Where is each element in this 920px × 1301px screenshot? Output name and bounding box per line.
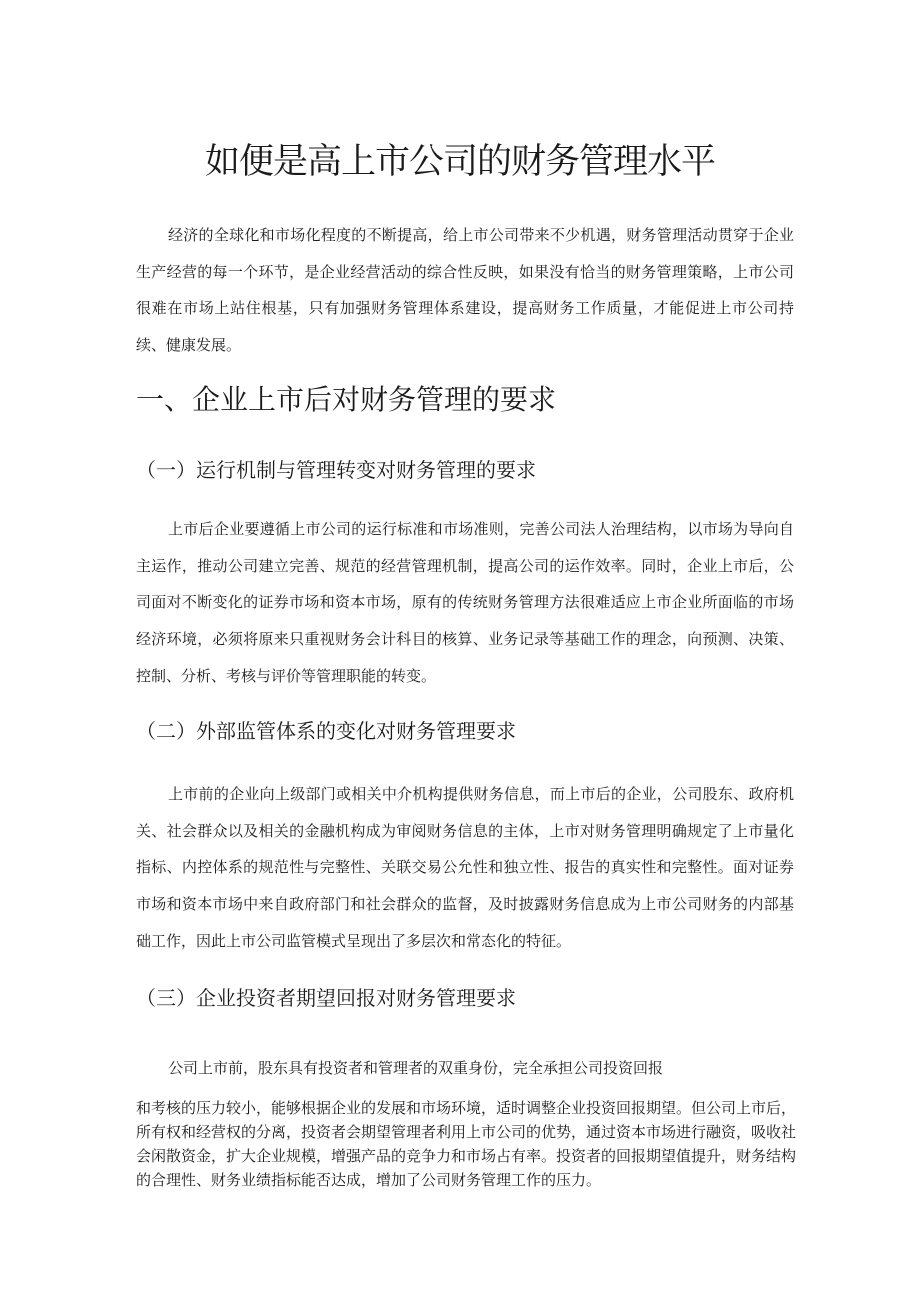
subsection-heading-3: （三）企业投资者期望回报对财务管理要求 — [136, 986, 516, 1010]
document-title: 如便是高上市公司的财务管理水平 — [204, 142, 715, 182]
subsection-heading-1: （一）运行机制与管理转变对财务管理的要求 — [136, 458, 536, 482]
subsection-3-paragraph: 和考核的压力较小，能够根据企业的发展和市场环境，适时调整企业投资回报期望。但公司上市后，所有权和经营权的分离，投资者会期望管理者利用上市公司的优势，通过资本市场进行融资，吸收社会闲散资金，扩大企业规模，增强产品的竞争力和市场占有率。投资者的回报期望值提升，财务结构的合理性、财务业绩指标能否达成，增加了公司财务管理工作的压力。 — [136, 1099, 797, 1189]
subsection-1-paragraph: 上市后企业要遵循上市公司的运行标准和市场准则，完善公司法人治理结构，以市场为导向自主运作，推动公司建立完善、规范的经营管理机制，提高公司的运作效率。同时，企业上市后，公司面对不断变化的证券市场和资本市场，原有的传统财务管理方法很难适应上市企业所面临的市场经济环境，必须将原来只重视财务会计科目的核算、业务记录等基础工作的理念，向预测、决策、控制、分析、考核与评价等管理职能的转变。 — [136, 520, 794, 685]
subsection-heading-2: （二）外部监管体系的变化对财务管理要求 — [136, 719, 516, 743]
section-heading-1: 一、企业上市后对财务管理的要求 — [136, 383, 557, 416]
intro-paragraph: 经济的全球化和市场化程度的不断提高，给上市公司带来不少机遇，财务管理活动贯穿于企业生产经营的每一个环节，是企业经营活动的综合性反映，如果没有恰当的财务管理策略，上市公司很难在市场上站住根基，只有加强财务管理体系建设，提高财务工作质量，才能促进上市公司持续、健康发展。 — [136, 226, 794, 355]
subsection-2-paragraph: 上市前的企业向上级部门或相关中介机构提供财务信息，而上市后的企业，公司股东、政府机关、社会群众以及相关的金融机构成为审阅财务信息的主体，上市对财务管理明确规定了上市量化指标、内控体系的规范性与完整性、关联交易公允性和独立性、报告的真实性和完整性。面对证券市场和资本市场中来自政府部门和社会群众的监督，及时披露财务信息成为上市公司财务的内部基础工作，因此上市公司监管模式呈现出了多层次和常态化的特征。 — [136, 785, 794, 950]
subsection-3-first-line: 公司上市前，股东具有投资者和管理者的双重身份，完全承担公司投资回报 — [168, 1059, 664, 1077]
